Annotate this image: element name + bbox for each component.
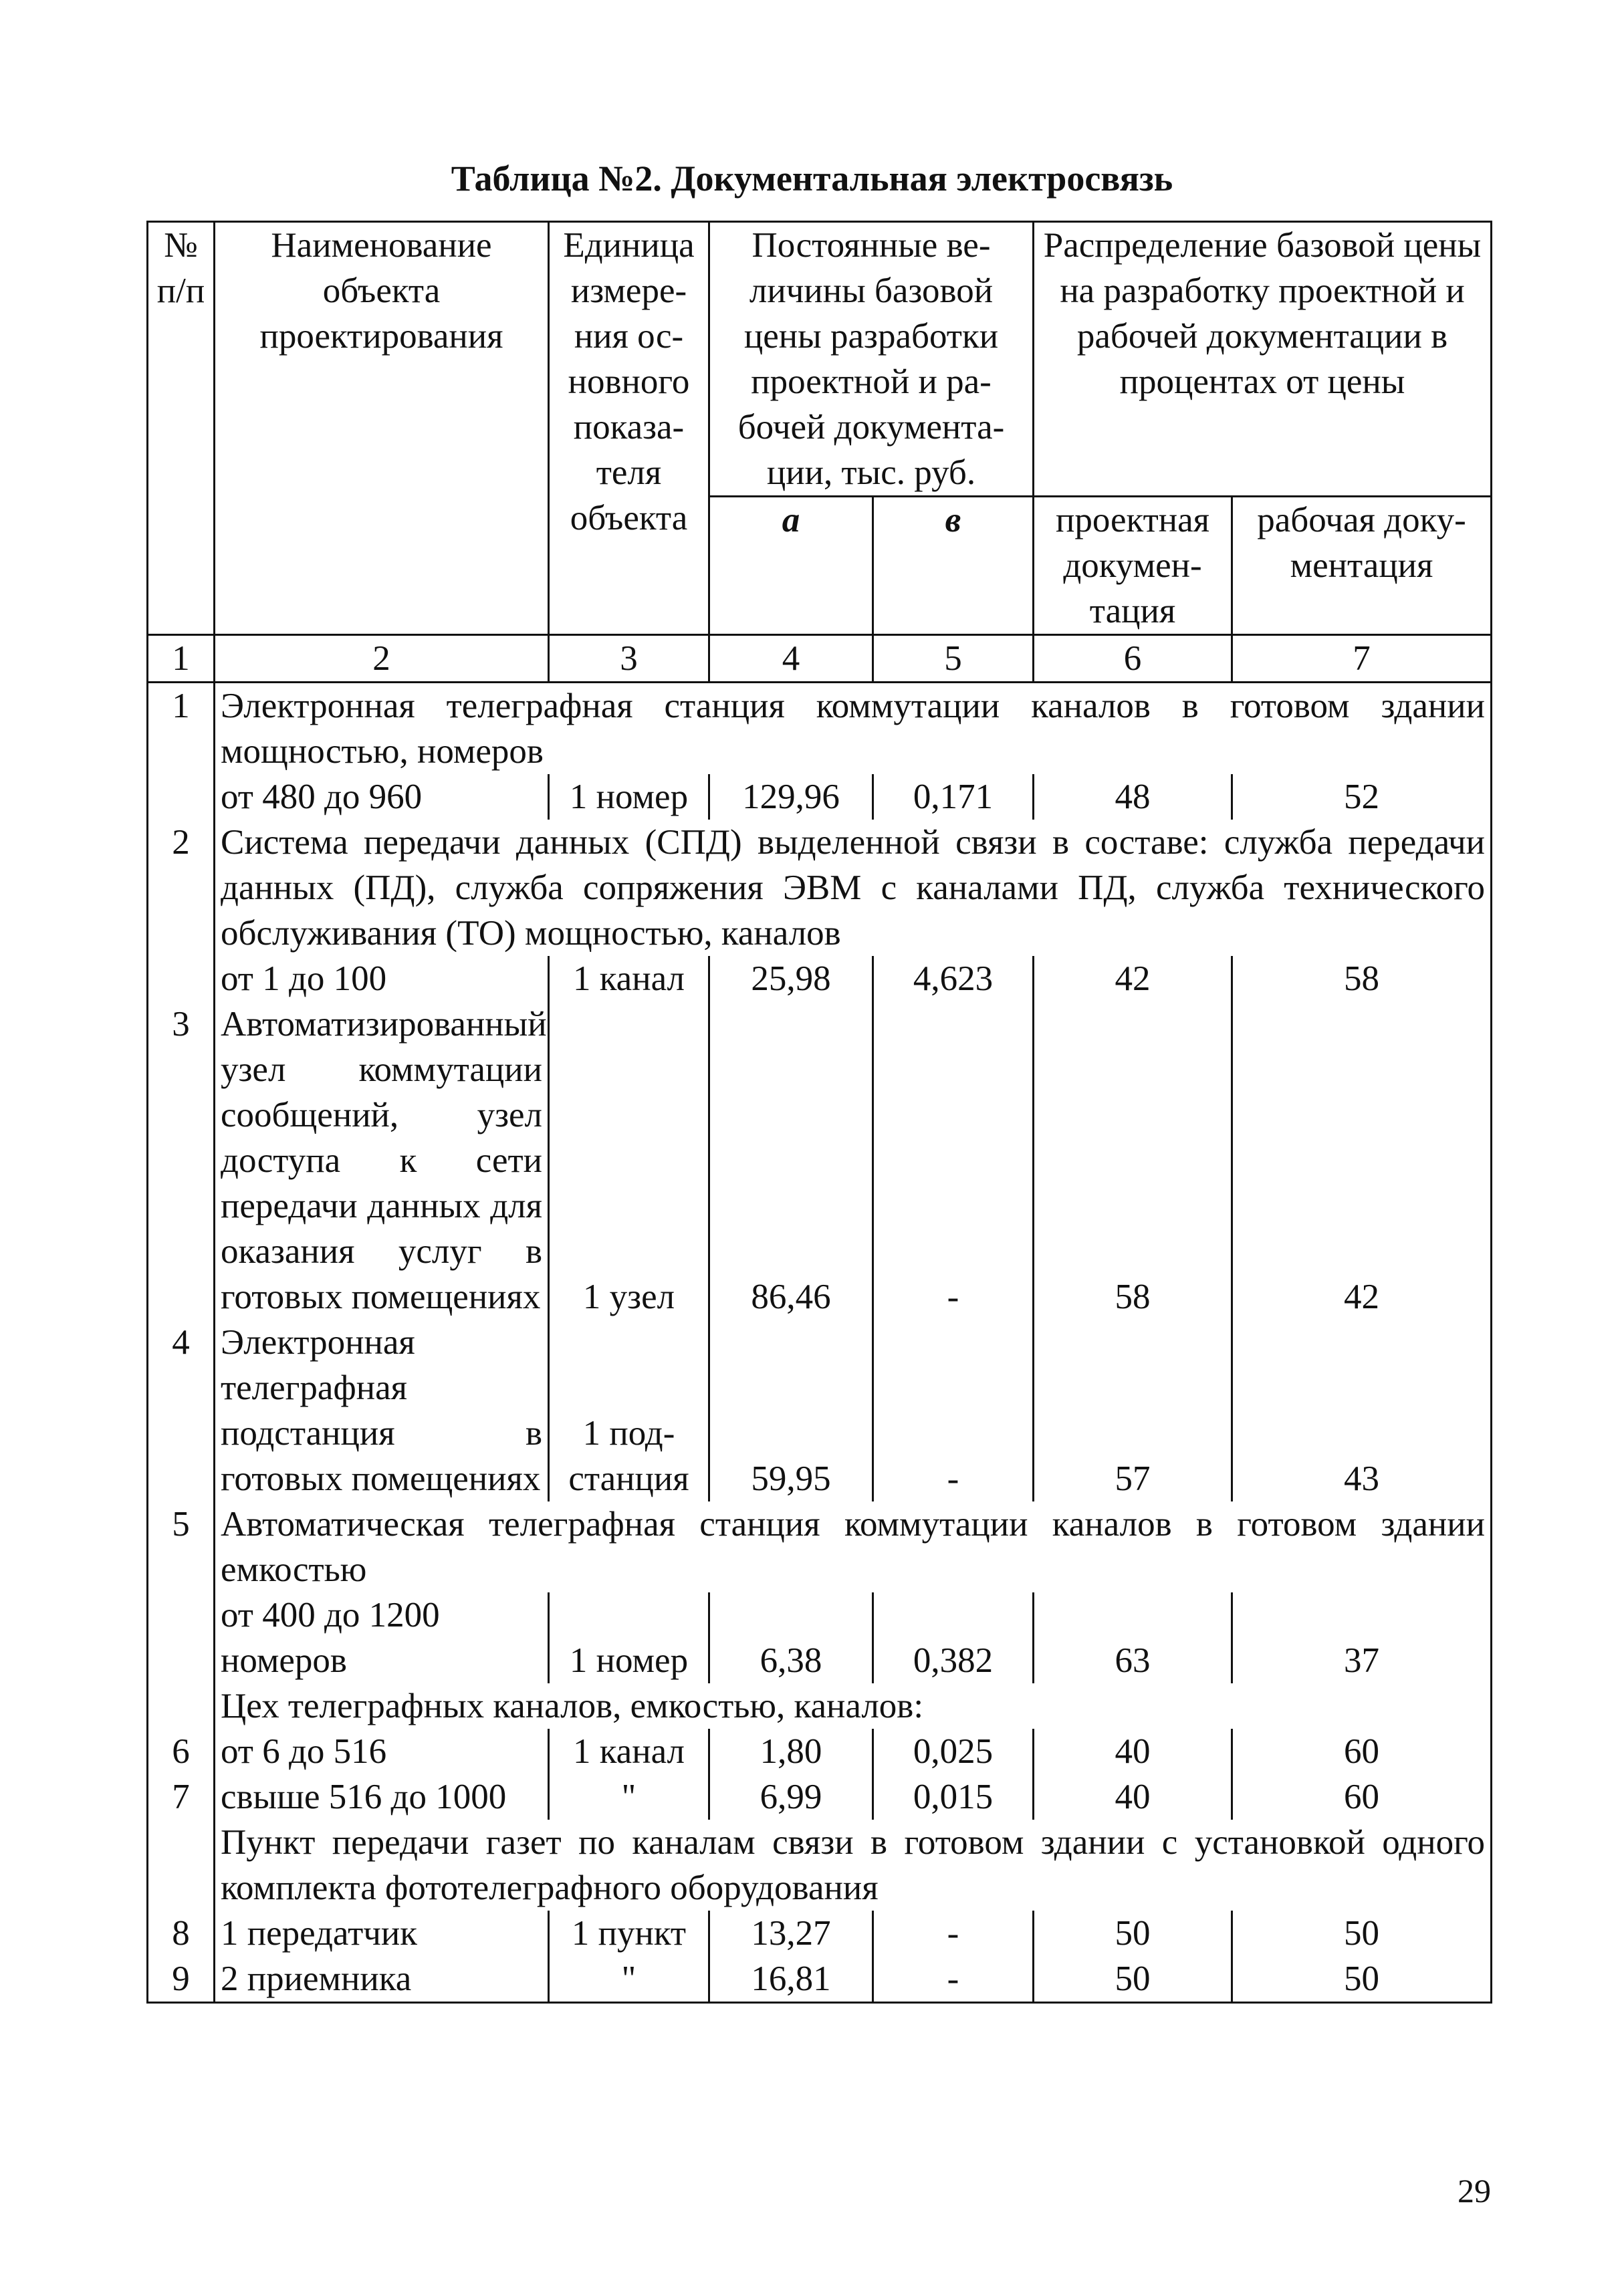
table-row <box>148 1001 1492 1320</box>
group-heading: Автоматическая телеграфная станция коммутации каналов в готовом здании емкостью <box>215 1501 1492 1592</box>
header-name: Наименование объекта проектирования <box>215 222 549 635</box>
row-num: 8 <box>148 1911 215 1956</box>
table-row <box>148 1592 1492 1683</box>
header-distribution: Распределение базовой цены на разработку проектной и рабочей документации в процентах от цены <box>1034 222 1492 497</box>
header-unit: Единица измере-ния ос-новного показа-теля объекта <box>549 222 709 635</box>
row-project: 48 <box>1034 774 1232 820</box>
row-b: - <box>873 1320 1034 1501</box>
row-a: 25,98 <box>709 956 873 1001</box>
table-row <box>148 820 1492 956</box>
row-work: 60 <box>1232 1774 1492 1820</box>
row-work: 50 <box>1232 1911 1492 1956</box>
row-project: 40 <box>1034 1729 1232 1774</box>
colnum-7: 7 <box>1232 635 1492 683</box>
row-name: 2 приемника <box>215 1956 549 2003</box>
colnum-1: 1 <box>148 635 215 683</box>
row-work: 42 <box>1232 1001 1492 1320</box>
row-a: 16,81 <box>709 1956 873 2003</box>
row-unit: 1 под-станция <box>549 1320 709 1501</box>
row-b: 0,171 <box>873 774 1034 820</box>
table-row <box>148 1911 1492 1956</box>
row-a: 13,27 <box>709 1911 873 1956</box>
row-num: 6 <box>148 1729 215 1774</box>
table-row <box>148 1683 1492 1729</box>
header-price: Постоянные ве-личины базовой цены разработки проектной и ра-бочей документа-ции, тыс. руб. <box>709 222 1034 497</box>
row-a: 129,96 <box>709 774 873 820</box>
row-num: 1 <box>148 683 215 775</box>
table-row <box>148 1774 1492 1820</box>
row-a: 1,80 <box>709 1729 873 1774</box>
row-project: 50 <box>1034 1911 1232 1956</box>
row-name: от 1 до 100 <box>215 956 549 1001</box>
colnum-4: 4 <box>709 635 873 683</box>
row-a: 59,95 <box>709 1320 873 1501</box>
header-sub-project: проектная докумен-тация <box>1034 497 1232 635</box>
row-unit: 1 пункт <box>549 1911 709 1956</box>
row-unit: 1 номер <box>549 774 709 820</box>
row-project: 50 <box>1034 1956 1232 2003</box>
row-unit: " <box>549 1956 709 2003</box>
row-b: - <box>873 1911 1034 1956</box>
group-heading: Пункт передачи газет по каналам связи в готовом здании с установкой одного комплекта фототелеграфного оборудования <box>215 1820 1492 1911</box>
row-unit: 1 канал <box>549 956 709 1001</box>
table-row <box>148 1501 1492 1592</box>
colnum-3: 3 <box>549 635 709 683</box>
row-work: 60 <box>1232 1729 1492 1774</box>
colnum-5: 5 <box>873 635 1034 683</box>
row-project: 42 <box>1034 956 1232 1001</box>
row-name: от 6 до 516 <box>215 1729 549 1774</box>
table-row <box>148 1956 1492 2003</box>
header-sub-work: рабочая доку-ментация <box>1232 497 1492 635</box>
row-project: 58 <box>1034 1001 1232 1320</box>
row-b: - <box>873 1956 1034 2003</box>
table-row <box>148 956 1492 1001</box>
row-project: 40 <box>1034 1774 1232 1820</box>
row-name: Электронная телеграфная подстанция в готовых помещениях <box>215 1320 549 1501</box>
row-work: 52 <box>1232 774 1492 820</box>
row-project: 63 <box>1034 1592 1232 1683</box>
row-name: свыше 516 до 1000 <box>215 1774 549 1820</box>
page-number: 29 <box>1458 2172 1491 2209</box>
row-a: 6,38 <box>709 1592 873 1683</box>
row-num: 7 <box>148 1774 215 1820</box>
group-heading: Система передачи данных (СПД) выделенной связи в составе: служба передачи данных (ПД), служба сопряжения ЭВМ с каналами ПД, служба технического обслуживания (ТО) мощностью, каналов <box>215 820 1492 956</box>
table-row <box>148 1320 1492 1501</box>
table-row <box>148 1820 1492 1911</box>
group-heading: Цех телеграфных каналов, емкостью, каналов: <box>215 1683 1492 1729</box>
row-num: 2 <box>148 820 215 956</box>
header-sub-b: в <box>873 497 1034 635</box>
row-unit: 1 узел <box>549 1001 709 1320</box>
table-row <box>148 1729 1492 1774</box>
row-unit: " <box>549 1774 709 1820</box>
row-work: 37 <box>1232 1592 1492 1683</box>
row-num: 3 <box>148 1001 215 1320</box>
row-b: 0,382 <box>873 1592 1034 1683</box>
row-work: 58 <box>1232 956 1492 1001</box>
row-unit: 1 канал <box>549 1729 709 1774</box>
row-b: 4,623 <box>873 956 1034 1001</box>
table-title: Таблица №2. Документальная электросвязь <box>451 158 1173 199</box>
table-row <box>148 683 1492 775</box>
row-b: - <box>873 1001 1034 1320</box>
row-a: 6,99 <box>709 1774 873 1820</box>
row-unit: 1 номер <box>549 1592 709 1683</box>
row-work: 43 <box>1232 1320 1492 1501</box>
data-table <box>146 221 1492 2004</box>
row-num: 4 <box>148 1320 215 1501</box>
header-sub-a: а <box>709 497 873 635</box>
row-name: Автоматизированный узел коммутации сообщений, узел доступа к сети передачи данных для оказания услуг в готовых помещениях <box>215 1001 549 1320</box>
colnum-2: 2 <box>215 635 549 683</box>
row-b: 0,025 <box>873 1729 1034 1774</box>
table-row <box>148 774 1492 820</box>
row-name: от 400 до 1200 номеров <box>215 1592 549 1683</box>
row-work: 50 <box>1232 1956 1492 2003</box>
row-b: 0,015 <box>873 1774 1034 1820</box>
header-row-1 <box>148 222 1492 497</box>
column-numbers-row <box>148 635 1492 683</box>
row-num: 5 <box>148 1501 215 1592</box>
row-num: 9 <box>148 1956 215 2003</box>
row-project: 57 <box>1034 1320 1232 1501</box>
colnum-6: 6 <box>1034 635 1232 683</box>
row-name: 1 передатчик <box>215 1911 549 1956</box>
header-num: № п/п <box>148 222 215 635</box>
group-heading: Электронная телеграфная станция коммутации каналов в готовом здании мощностью, номеров <box>215 683 1492 775</box>
row-name: от 480 до 960 <box>215 774 549 820</box>
row-a: 86,46 <box>709 1001 873 1320</box>
